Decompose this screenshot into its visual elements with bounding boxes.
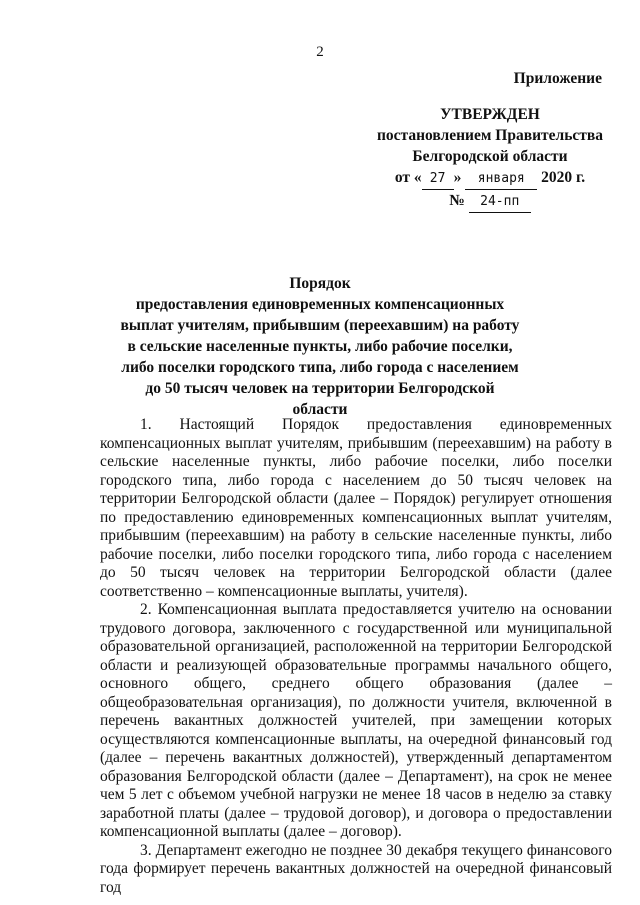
title-line: либо поселки городского типа, либо города с населением [121, 359, 519, 376]
date-prefix: от « [394, 169, 422, 186]
approval-line-2: Белгородской области [412, 148, 568, 165]
approval-number [370, 190, 610, 213]
title-line: предоставления единовременных компенсационных [135, 296, 505, 313]
document-body [100, 416, 612, 897]
number-value: 24-пп [469, 191, 531, 213]
date-year: 2020 г. [541, 169, 586, 186]
paragraph-3: 3. Департамент ежегодно не позднее 30 декабря текущего финансового года формирует перечень вакантных должностей на очередной финансовый год [100, 841, 612, 896]
title-line: выплат учителям, прибывшим (переехавшим) на работу [120, 317, 520, 334]
date-mid: » [453, 169, 462, 186]
approval-block [370, 68, 610, 213]
title-line: в сельские населенные пункты, либо рабочие поселки, [127, 338, 513, 355]
approved-heading: УТВЕРЖДЕН [440, 106, 540, 123]
page-number: 2 [316, 44, 324, 60]
date-month: января [465, 168, 537, 190]
date-day: 27 [422, 168, 454, 190]
title-line: до 50 тысяч человек на территории Белгородской области [145, 380, 495, 418]
appendix-label: Приложение [513, 70, 602, 87]
document-title [120, 273, 520, 420]
approval-line-1: постановлением Правительства [376, 127, 604, 144]
title-main: Порядок [289, 275, 351, 292]
number-prefix: № [449, 192, 465, 209]
paragraph-1: 1. Настоящий Порядок предоставления единовременных компенсационных выплат учителям, прибывшим (переехавшим) на работу в сельские населенные пункты, либо рабочие поселки, либо поселки городского типа, либо города с населением до 50 тысяч человек на территории Белгородской области (далее – Порядок) регулирует отношения по предоставлению единовременных компенсационных выплат учителям, прибывшим (переехавшим) на работу в сельские населенные пункты, либо рабочие поселки, либо поселки городского типа, либо города с населением до 50 тысяч человек на территории Белгородской области (далее соответственно – компенсационные выплаты, учителя). [100, 416, 612, 600]
paragraph-2: 2. Компенсационная выплата предоставляется учителю на основании трудового договора, заключенного с государственной или муниципальной образовательной организацией, расположенной на территории Белгородской области и реализующей образовательные программы начального общего, основного общего, среднего общего образования (далее – общеобразовательная организация), по должности учителя, включенной в перечень вакантных должностей учителей, при замещении которых осуществляются компенсационные выплаты, на очередной финансовый год (далее – перечень вакантных должностей), утвержденный департаментом образования Белгородской области (далее – Департамент), на срок не менее чем 5 лет с объемом учебной нагрузки не менее 18 часов в неделю за ставку заработной платы (далее – трудовой договор), и договора о предоставлении компенсационной выплаты (далее – договор). [100, 601, 612, 840]
approval-date [370, 167, 610, 190]
